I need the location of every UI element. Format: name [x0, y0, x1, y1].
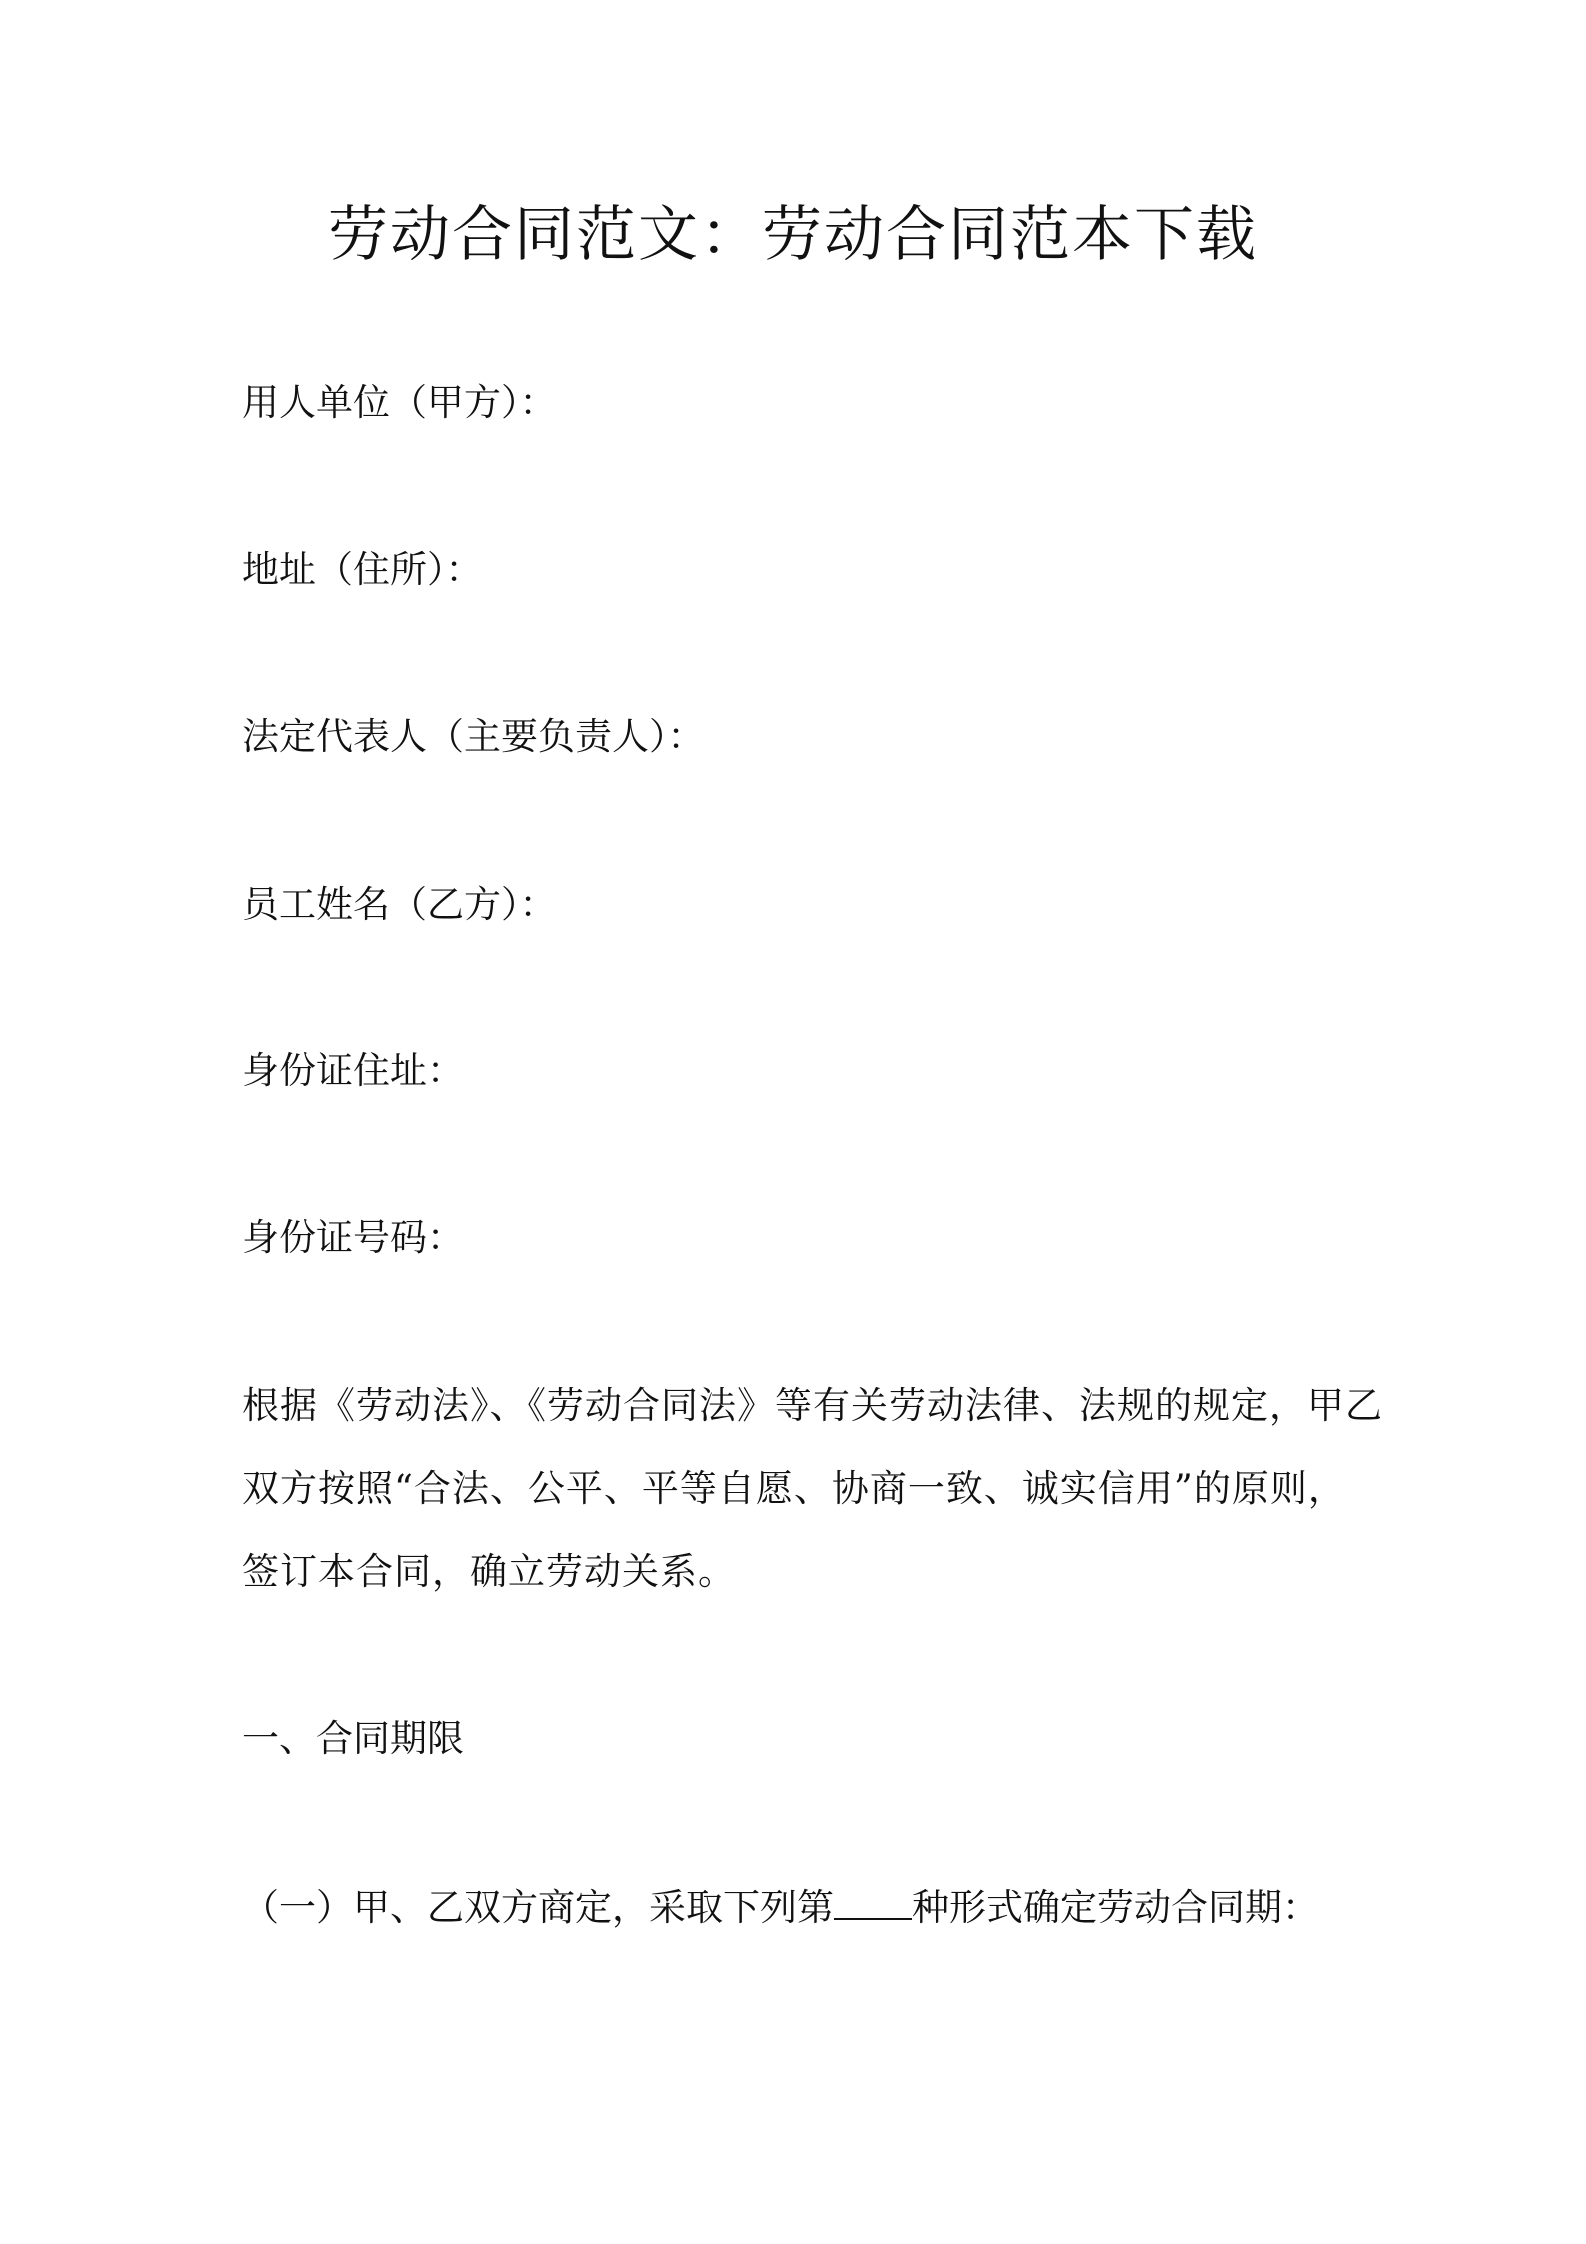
intro-paragraph — [242, 1364, 1383, 1613]
intro-line: 根据《劳动法》、《劳动合同法》等有关劳动法律、法规的规定，甲乙 — [242, 1384, 1383, 1427]
fill-in-blank[interactable] — [834, 1882, 912, 1920]
clause-text-after: 种形式确定劳动合同期： — [912, 1886, 1319, 1929]
id-address-field: 身份证住址： — [242, 1049, 464, 1092]
address-field: 地址（住所）： — [242, 548, 483, 591]
intro-line: 双方按照“合法、公平、平等自愿、协商一致、诚实信用”的原则， — [242, 1467, 1346, 1510]
clause-text-before: （一）甲、乙双方商定，采取下列第 — [242, 1886, 834, 1929]
legal-representative-field: 法定代表人（主要负责人）： — [242, 715, 705, 758]
intro-line: 签订本合同，确立劳动关系。 — [242, 1550, 736, 1593]
employer-field: 用人单位（甲方）： — [242, 381, 557, 424]
employee-name-field: 员工姓名（乙方）： — [242, 883, 557, 926]
document-title: 劳动合同范文：劳动合同范本下载 — [328, 200, 1258, 270]
id-number-field: 身份证号码： — [242, 1216, 464, 1259]
section-heading: 一、合同期限 — [242, 1717, 464, 1760]
clause-term-form — [242, 1882, 1319, 1933]
